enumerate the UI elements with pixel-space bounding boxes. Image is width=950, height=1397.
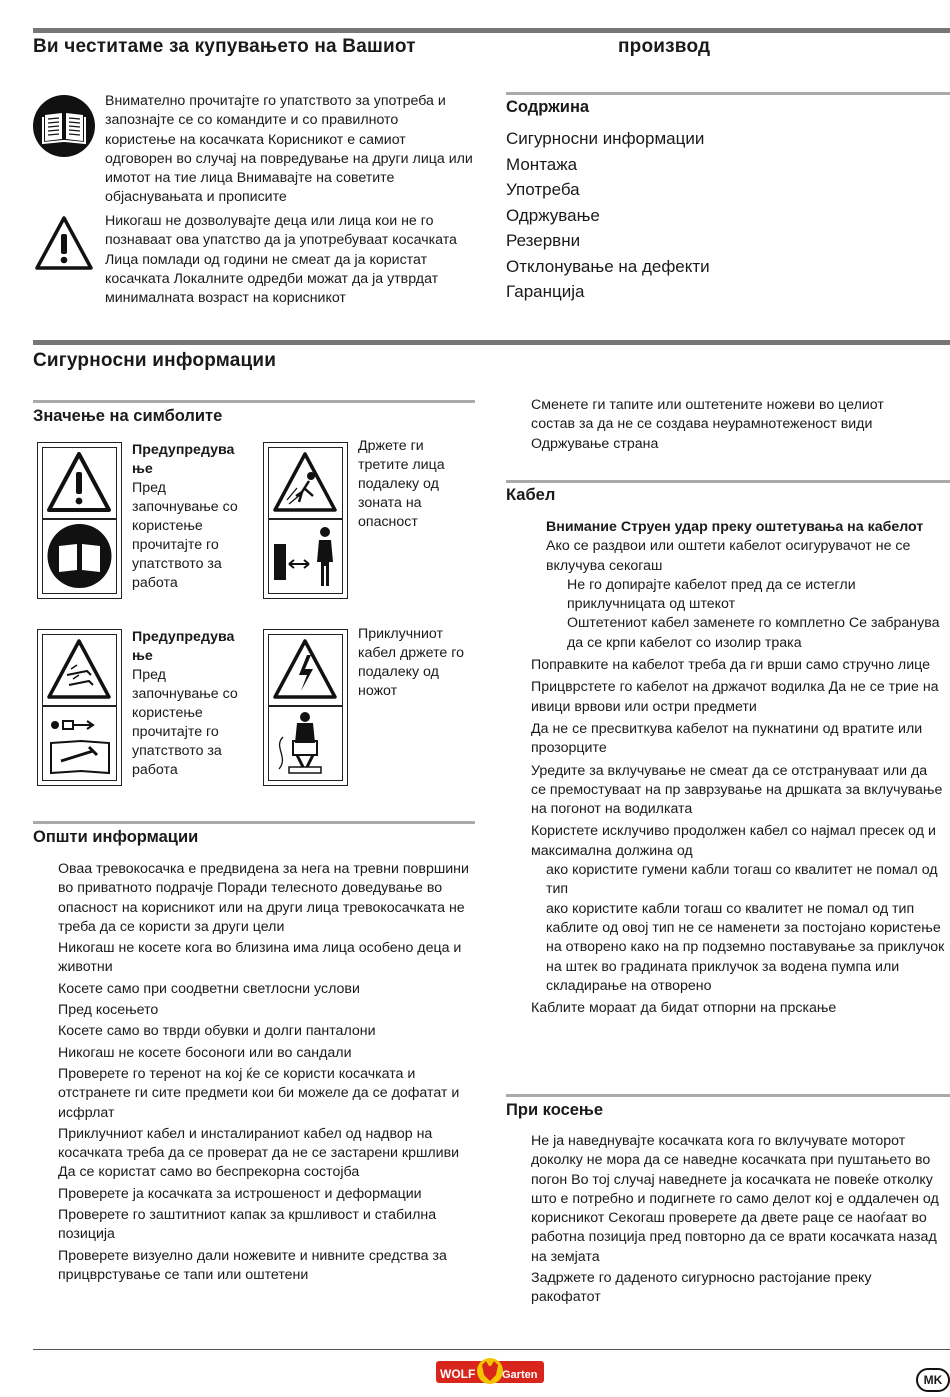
footer-rule — [33, 1349, 950, 1350]
toc-item[interactable]: Гаранција — [506, 282, 585, 301]
symbol-cable — [263, 629, 348, 786]
symbol-warning-manual — [37, 442, 122, 599]
general-rule — [33, 821, 475, 824]
list-item: Оваа тревокосачка е предвидена за нега на тревни површини во приватното подрачје Поради телесното доведување во опасност на корисникот или на други лица тревокосачката не треба да се користи за други цели — [58, 861, 469, 935]
symbol-warning-plug — [37, 629, 122, 786]
thrown-objects-icon — [268, 447, 343, 519]
blades-note: Сменете ги тапите или оштетените ножеви во целиот состав за да не се создава неурамнотеженост види Одржување страна — [531, 397, 884, 452]
section-rule — [33, 340, 950, 345]
list-item: Уредите за вклучување не смеат да се отстрануваат или да се премостуваат на пр заврзување на дршката за вклучување на погонот на водилката — [531, 762, 943, 818]
symbol-label: Предупредува — [132, 629, 235, 645]
language-badge: MK — [916, 1368, 950, 1392]
safety-title: Сигурносни информации — [33, 350, 277, 371]
symbol-description: Држете ги третите лица подалеку од зоната на опасност — [358, 438, 445, 530]
contents-list — [506, 126, 710, 305]
symbol-third-persons — [263, 442, 348, 599]
list-item: Пред косењето — [58, 1002, 159, 1019]
contents-heading: Содржина — [506, 98, 590, 116]
unplug-manual-icon — [42, 706, 117, 781]
wolf-garten-logo — [436, 1357, 544, 1387]
cable-warning-title: Внимание Струен удар преку оштетувања на кабелот — [546, 519, 924, 535]
hand-blade-icon — [42, 634, 117, 706]
mowing-section — [531, 1132, 945, 1308]
list-item: Да не се пресвиткува кабелот на пукнатини од вратите или прозорците — [531, 720, 923, 757]
toc-item[interactable]: Одржување — [506, 205, 600, 225]
list-item: Косете само во тврди обувки и долги панталони — [58, 1023, 376, 1040]
list-item: Никогаш не косете кога во близина има лица особено деца и животни — [58, 940, 462, 976]
symbol-description: Приклучниот кабел држете го подалеку од ножот — [358, 626, 465, 699]
warning-triangle-icon — [33, 214, 95, 272]
top-rule — [33, 28, 950, 33]
cable-sub-item: ако користите кабли тогаш со квалитет не помал од тип каблите од овој тип не се наменети за постојано користење на отворено како на пр подземно поставување за приклучок на штек во градината приклучок за водена пумпа или складирање на отворено — [546, 900, 945, 994]
general-list — [58, 860, 473, 1287]
toc-item[interactable]: Резервни — [506, 231, 581, 250]
symbol-label: Предупредува — [132, 442, 235, 458]
warning-triangle-icon — [42, 447, 117, 519]
symbol-description: Пред започнување со користење прочитајте го упатството за работа — [132, 667, 238, 778]
cable-rule — [506, 480, 950, 483]
cable-section — [531, 518, 945, 1018]
contents-rule — [506, 92, 950, 95]
symbol-label: ње — [132, 648, 153, 664]
list-item: Проверете визуелно дали ножевите и нивните средства за прицврстување се тапи или оштетени — [58, 1247, 447, 1283]
page-title-product: производ — [618, 36, 711, 57]
keep-distance-icon — [268, 519, 343, 594]
list-item: Косете само при соодветни светлосни услови — [58, 980, 360, 997]
logo-text-right: Garten — [502, 1369, 538, 1381]
cable-sub-item: Оштетениот кабел заменете го комплетно Се забранува да се крпи кабелот со изолир трака — [567, 615, 940, 651]
toc-item[interactable]: Употреба — [506, 180, 580, 199]
list-item: Задржете го даденото сигурносно растојание преку ракофатот — [531, 1270, 872, 1306]
list-item: Користете исклучиво продолжен кабел со најмал пресек од и максимална должина од — [531, 823, 936, 859]
mowing-heading: При косење — [506, 1101, 604, 1119]
symbols-rule — [33, 400, 475, 403]
general-heading: Општи информации — [33, 828, 199, 846]
cable-heading: Кабел — [506, 486, 556, 504]
intro-children-warning: Никогаш не дозволувајте деца или лица кои не го познаваат ова упатство да ја употребуваат косачката Лица помлади од години не смеат да ја користат косачката Локалните одредби можат да ја утврдат минималната возраст на корисникот — [105, 213, 457, 307]
list-item: Проверете ја косачката за истрошеност и деформации — [58, 1185, 422, 1202]
mowing-rule — [506, 1094, 950, 1097]
list-item: Проверете го заштитниот капак за кршливост и стабилна позиција — [58, 1207, 437, 1243]
cable-sub-item: ако користите гумени кабли тогаш со квалитет не помал од тип — [546, 862, 938, 898]
list-item: Не ја наведнувајте косачката кога го вклучувате моторот доколку не мора да се наведне косачката при пуштањето во погон Во тој случај наведнете ја косачката не повеќе отколку што е потребно и подигнете го само делот кој е оддалечен од корисникот Секогаш проверете да двете раце се наоѓаат во работна позиција пред повторно да се врати косачката назад на земјата — [531, 1133, 939, 1265]
list-item: Никогаш не косете босоноги или во сандали — [58, 1044, 352, 1061]
list-item: Прицврстете го кабелот на држачот водилка Да не се трие на ивици врвови или остри предмети — [531, 679, 939, 715]
cable-warning-text: Ако се раздвои или оштети кабелот осигурувачот не се вклучува секогаш — [546, 538, 911, 574]
cable-sub-item: Не го допирајте кабелот пред да се истегли приклучницата од штекот — [567, 576, 856, 613]
page-title: Ви честитаме за купувањето на Вашиот — [33, 36, 416, 57]
read-manual-icon — [33, 95, 95, 157]
toc-item[interactable]: Отклонување на дефекти — [506, 256, 710, 276]
read-manual-icon — [42, 519, 117, 594]
symbol-label: ње — [132, 461, 153, 477]
toc-item[interactable]: Сигурносни информации — [506, 129, 705, 148]
cable-away-icon — [268, 706, 343, 781]
list-item: Поправките на кабелот треба да ги врши само стручно лице — [531, 657, 930, 674]
symbols-heading: Значење на симболите — [33, 407, 223, 425]
symbol-description: Пред започнување со користење прочитајте го упатството за работа — [132, 480, 238, 591]
list-item: Каблите мораат да бидат отпорни на прскање — [531, 1000, 837, 1017]
list-item: Приклучниот кабел и инсталираниот кабел од надвор на косачката треба да се проверат да не се застарени кршливи Да се користат само во беспрекорна состојба — [58, 1125, 460, 1181]
logo-text-left: WOLF — [440, 1367, 476, 1381]
toc-item[interactable]: Монтажа — [506, 154, 578, 174]
electric-shock-icon — [268, 634, 343, 706]
list-item: Проверете го теренот на кој ќе се користи косачката и отстранете ги сите предмети кои би можеле да се дофатат и исфрлат — [58, 1065, 460, 1121]
intro-read-manual: Внимателно прочитајте го упатството за употреба и запознајте се со командите и со правилното користење на косачката Корисникот е самиот одговорен во случај на повредување на други лица или имотот на тие лица Внимавајте на советите објаснувањата и прописите — [105, 93, 473, 206]
